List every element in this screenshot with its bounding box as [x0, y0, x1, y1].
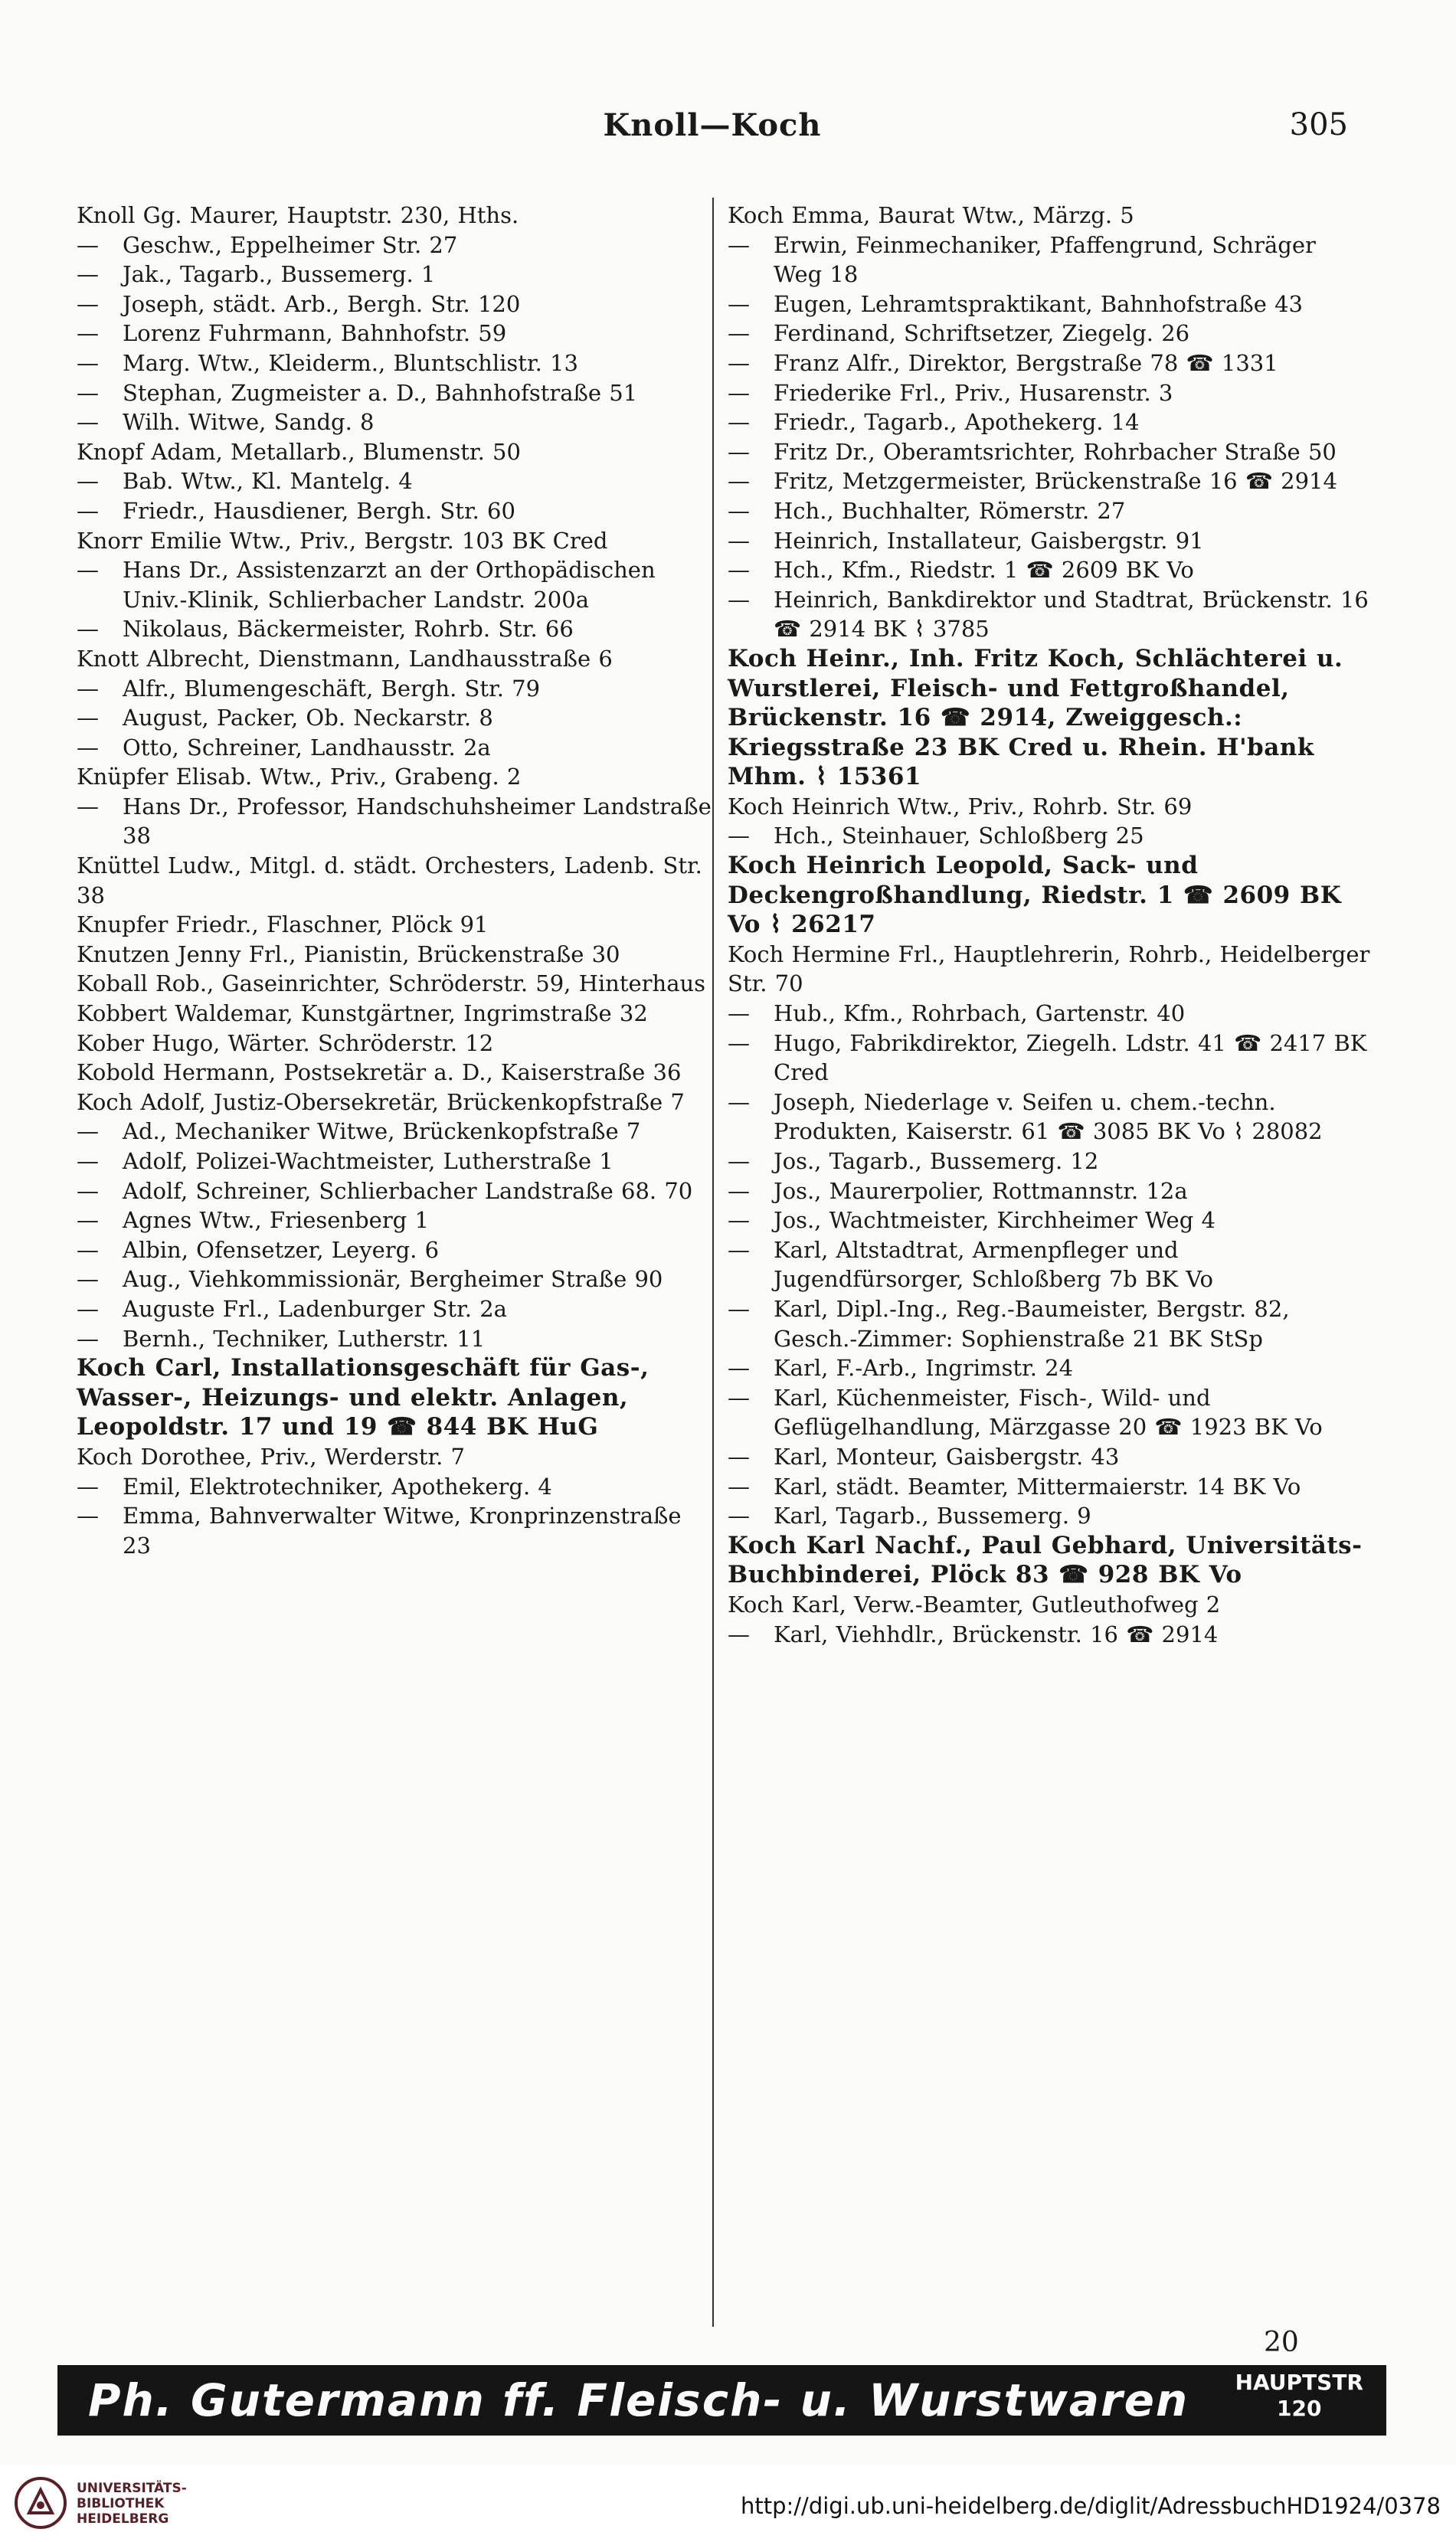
entry-surname: Knott [77, 645, 147, 672]
entry-surname: Koch [728, 644, 807, 672]
entry-surname: Koch [728, 1591, 792, 1618]
advertisement-address-number: 120 [1277, 2396, 1322, 2421]
entry-surname: — [77, 1118, 99, 1145]
directory-entry [77, 940, 712, 970]
entry-surname: — [728, 1384, 750, 1411]
library-logo-icon [14, 2476, 67, 2530]
directory-entry [728, 466, 1371, 496]
entry-details: Ferdinand, Schriftsetzer, Ziegelg. 26 [774, 320, 1190, 347]
entry-details: Heinr., Inh. Fritz Koch, Schlächterei u. Wurstlerei, Fleisch- und Fettgroßhandel, Brückenstr. 16 ☎ 2914, Zweiggesch.: Kriegsstraße 23 BK Cred u. Rhein. H'bank Mhm. ⌇ 15361 [728, 644, 1343, 791]
directory-entry [77, 260, 712, 290]
directory-entry [77, 999, 712, 1029]
entry-details: Hans Dr., Assistenzarzt an der Orthopädischen Univ.-Klinik, Schlierbacher Landstr. 200a [123, 557, 656, 613]
entry-surname: — [77, 497, 99, 524]
entry-details: Bab. Wtw., Kl. Mantelg. 4 [123, 468, 413, 495]
entry-details: Karl, Tagarb., Bussemerg. 9 [774, 1503, 1091, 1529]
entry-surname: — [728, 557, 750, 584]
directory-entry [77, 792, 712, 851]
directory-entry [728, 821, 1371, 851]
advertisement-address [1235, 2370, 1363, 2422]
directory-entry [77, 526, 712, 556]
directory-entry [728, 1235, 1371, 1294]
directory-entry [77, 644, 712, 674]
entry-surname: — [728, 1621, 750, 1647]
entry-surname: Koch [728, 202, 792, 228]
directory-entry [77, 437, 712, 467]
directory-entry [728, 290, 1371, 319]
entry-surname: — [728, 1503, 750, 1529]
entry-details: Albrecht, Dienstmann, Landhausstraße 6 [146, 645, 613, 672]
entry-surname: — [77, 468, 99, 495]
entry-details: Adolf, Polizei-Wachtmeister, Lutherstraße 1 [123, 1148, 613, 1174]
directory-entry [728, 1590, 1371, 1620]
running-head [77, 107, 1348, 153]
entry-details: Hch., Kfm., Riedstr. 1 ☎ 2609 BK Vo [774, 557, 1194, 584]
entry-details: Erwin, Feinmechaniker, Pfaffengrund, Schräger Weg 18 [774, 231, 1316, 288]
entry-surname: Koch [77, 1088, 141, 1115]
directory-entry [728, 201, 1371, 231]
directory-entry [77, 231, 712, 260]
entry-surname: Koch [77, 1443, 141, 1470]
directory-entry [77, 851, 712, 910]
entry-surname: — [728, 1236, 750, 1263]
directory-entry [77, 1029, 712, 1058]
entry-surname: — [77, 409, 99, 436]
entry-surname: Knorr [77, 527, 150, 554]
entry-details: Hermine Frl., Hauptlehrerin, Rohrb., Heidelberger Str. 70 [728, 941, 1370, 997]
advertisement-address-street: HAUPTSTR [1235, 2370, 1363, 2395]
entry-surname: Koch [728, 1531, 807, 1559]
entry-surname: — [77, 705, 99, 731]
sheet-number: 20 [1264, 2327, 1299, 2358]
entry-details: Adolf, Schreiner, Schlierbacher Landstraße 68. 70 [123, 1177, 693, 1204]
directory-entry [77, 1472, 712, 1502]
directory-entry [77, 201, 712, 231]
directory-entry [728, 1353, 1371, 1383]
entry-surname: — [728, 586, 750, 613]
entry-details: Heinrich, Bankdirektor und Stadtrat, Brückenstr. 16 ☎ 2914 BK ⌇ 3785 [774, 586, 1369, 643]
entry-surname: — [77, 261, 99, 288]
entry-details: Geschw., Eppelheimer Str. 27 [123, 231, 458, 258]
entry-surname: — [728, 349, 750, 376]
entry-details: Fritz, Metzgermeister, Brückenstraße 16 ☎ 2914 [774, 468, 1337, 495]
entry-details: Carl, Installationsgeschäft für Gas-, Wasser-, Heizungs- und elektr. Anlagen, Leopoldstr. 17 und 19 ☎ 844 BK HuG [77, 1354, 649, 1441]
directory-entry [728, 1442, 1371, 1472]
entry-details: Waldemar, Kunstgärtner, Ingrimstraße 32 [175, 1000, 648, 1027]
entry-details: Alfr., Blumengeschäft, Bergh. Str. 79 [123, 675, 541, 702]
entry-details: Aug., Viehkommissionär, Bergheimer Straße 90 [123, 1266, 663, 1293]
directory-entry [77, 555, 712, 614]
directory-entry [77, 1501, 712, 1560]
directory-entry [728, 407, 1371, 437]
entry-surname: — [728, 527, 750, 554]
entry-surname: Knupfer [77, 911, 176, 938]
directory-entry [728, 231, 1371, 290]
right-column [728, 201, 1371, 1649]
advertisement-text: Ph. Gutermann ff. Fleisch- u. Wurstwaren [88, 2374, 1189, 2426]
entry-details: Jenny Frl., Pianistin, Brückenstraße 30 [178, 941, 620, 967]
entry-details: Friedr., Hausdiener, Bergh. Str. 60 [123, 497, 515, 524]
left-column [77, 201, 712, 1560]
entry-details: Hugo, Fabrikdirektor, Ziegelh. Ldstr. 41 ☎ 2417 BK Cred [774, 1029, 1367, 1086]
directory-entry [728, 940, 1371, 999]
directory-entry [728, 792, 1371, 822]
entry-surname: — [728, 1295, 750, 1322]
entry-details: Adolf, Justiz-Obersekretär, Brückenkopfstraße 7 [140, 1088, 685, 1115]
entry-details: Nikolaus, Bäckermeister, Rohrb. Str. 66 [123, 616, 574, 643]
entry-details: Karl, Viehhdlr., Brückenstr. 16 ☎ 2914 [774, 1621, 1219, 1647]
entry-surname: — [728, 497, 750, 524]
entry-details: Emma, Bahnverwalter Witwe, Kronprinzenstraße 23 [123, 1503, 682, 1559]
entry-surname: Knutzen [77, 941, 178, 967]
entry-surname: — [77, 1177, 99, 1204]
entry-surname: Kobold [77, 1059, 163, 1086]
entry-details: Rob., Gaseinrichter, Schröderstr. 59, Hinterhaus [155, 970, 706, 997]
directory-entry [77, 1176, 712, 1206]
entry-surname: — [77, 231, 99, 258]
entry-details: Hub., Kfm., Rohrbach, Gartenstr. 40 [774, 1000, 1186, 1027]
permalink-url[interactable]: http://digi.ub.uni-heidelberg.de/diglit/AdressbuchHD1924/0378 [740, 2493, 1441, 2519]
entry-surname: — [728, 1177, 750, 1204]
entry-surname: — [77, 379, 99, 406]
directory-entry [77, 1264, 712, 1294]
entry-details: August, Packer, Ob. Neckarstr. 8 [123, 705, 493, 731]
directory-entry [728, 378, 1371, 408]
entry-details: Jos., Tagarb., Bussemerg. 12 [774, 1148, 1099, 1174]
entry-surname: — [728, 1148, 750, 1174]
page-number: 305 [1289, 107, 1348, 142]
entry-details: Karl, Altstadtrat, Armenpfleger und Jugendfürsorger, Schloßberg 7b BK Vo [774, 1236, 1214, 1293]
entry-details: Heinrich Leopold, Sack- und Deckengroßhandlung, Riedstr. 1 ☎ 2609 BK Vo ⌇ 26217 [728, 852, 1342, 939]
advertisement-banner [57, 2365, 1386, 2436]
entry-details: Karl, Küchenmeister, Fisch-, Wild- und Geflügelhandlung, Märzgasse 20 ☎ 1923 BK Vo [774, 1384, 1323, 1441]
library-name [77, 2481, 187, 2527]
entry-details: Dorothee, Priv., Werderstr. 7 [140, 1443, 466, 1470]
entry-surname: Knopf [77, 438, 152, 465]
digitization-footer [0, 2465, 1456, 2542]
entry-surname: — [728, 1029, 750, 1056]
entry-details: Emil, Elektrotechniker, Apothekerg. 4 [123, 1473, 552, 1500]
entry-surname: — [728, 1443, 750, 1470]
entry-surname: — [77, 675, 99, 702]
entry-surname: — [728, 823, 750, 849]
directory-entry [77, 1442, 712, 1472]
directory-entry [728, 348, 1371, 378]
directory-entry [728, 1206, 1371, 1235]
entry-surname: — [77, 1266, 99, 1293]
directory-entry [77, 1147, 712, 1176]
entry-surname: — [728, 438, 750, 465]
directory-entry [728, 999, 1371, 1029]
entry-surname: — [728, 468, 750, 495]
entry-surname: — [77, 1503, 99, 1529]
directory-entry [728, 1029, 1371, 1088]
directory-entry [728, 1088, 1371, 1147]
entry-details: Adam, Metallarb., Blumenstr. 50 [151, 438, 521, 465]
directory-entry [77, 1294, 712, 1324]
directory-entry [728, 1294, 1371, 1353]
entry-surname: — [77, 320, 99, 347]
directory-entry [728, 555, 1371, 585]
entry-details: Friederike Frl., Priv., Husarenstr. 3 [774, 379, 1173, 406]
entry-details: Jak., Tagarb., Bussemerg. 1 [123, 261, 436, 288]
entry-details: Agnes Wtw., Friesenberg 1 [123, 1207, 429, 1234]
entry-surname: Koch [728, 941, 792, 967]
entry-surname: Knüpfer [77, 764, 176, 790]
directory-entry [77, 496, 712, 526]
library-name-line2: BIBLIOTHEK [77, 2496, 165, 2511]
entry-surname: — [728, 1355, 750, 1382]
entry-details: Jos., Maurerpolier, Rottmannstr. 12a [774, 1177, 1188, 1204]
entry-surname: — [77, 1236, 99, 1263]
entry-details: Stephan, Zugmeister a. D., Bahnhofstraße 51 [123, 379, 638, 406]
directory-entry [728, 585, 1371, 644]
entry-surname: Koch [728, 852, 807, 880]
entry-details: Auguste Frl., Ladenburger Str. 2a [123, 1295, 507, 1322]
entry-surname: — [77, 1295, 99, 1322]
column-divider [712, 198, 714, 2327]
entry-details: Fritz Dr., Oberamtsrichter, Rohrbacher Straße 50 [774, 438, 1337, 465]
directory-entry [728, 1531, 1371, 1590]
entry-details: Lorenz Fuhrmann, Bahnhofstr. 59 [123, 320, 507, 347]
directory-entry [77, 969, 712, 999]
entry-details: Karl, Verw.-Beamter, Gutleuthofweg 2 [791, 1591, 1221, 1618]
entry-details: Emilie Wtw., Priv., Bergstr. 103 BK Cred [149, 527, 608, 554]
directory-entry [728, 526, 1371, 556]
directory-entry [77, 407, 712, 437]
entry-details: Albin, Ofensetzer, Leyerg. 6 [123, 1236, 440, 1263]
entry-details: Otto, Schreiner, Landhausstr. 2a [123, 734, 491, 761]
entry-surname: — [77, 557, 99, 584]
directory-entry [728, 496, 1371, 526]
entry-surname: — [728, 320, 750, 347]
directory-entry [728, 1620, 1371, 1650]
directory-entry [77, 762, 712, 792]
entry-details: Karl, Dipl.-Ing., Reg.-Baumeister, Bergstr. 82, Gesch.-Zimmer: Sophienstraße 21 BK StSp [774, 1295, 1290, 1352]
directory-entry [77, 674, 712, 704]
entry-details: Ad., Mechaniker Witwe, Brückenkopfstraße 7 [123, 1118, 641, 1145]
entry-surname: — [77, 616, 99, 643]
directory-entry [728, 1176, 1371, 1206]
entry-details: Ludw., Mitgl. d. städt. Orchesters, Ladenb. Str. 38 [77, 852, 702, 908]
directory-entry [77, 466, 712, 496]
entry-details: Hans Dr., Professor, Handschuhsheimer Landstraße 38 [123, 793, 712, 849]
directory-entry [77, 1235, 712, 1265]
directory-entry [77, 733, 712, 763]
entry-details: Eugen, Lehramtspraktikant, Bahnhofstraße 43 [774, 290, 1303, 317]
directory-entry [77, 1206, 712, 1235]
directory-entry [77, 1324, 712, 1354]
entry-surname: Koball [77, 970, 155, 997]
directory-entry [728, 319, 1371, 348]
entry-surname: — [77, 734, 99, 761]
entry-details: Wilh. Witwe, Sandg. 8 [123, 409, 375, 436]
directory-entry [77, 319, 712, 348]
library-name-line1: UNIVERSITÄTS- [77, 2481, 187, 2496]
entry-surname: — [728, 290, 750, 317]
entry-details: Hch., Buchhalter, Römerstr. 27 [774, 497, 1126, 524]
entry-surname: — [77, 1473, 99, 1500]
entry-details: Friedr., Tagarb., Apothekerg. 14 [774, 409, 1140, 436]
entry-details: Heinrich Wtw., Priv., Rohrb. Str. 69 [791, 793, 1193, 820]
directory-entry [728, 1147, 1371, 1176]
entry-surname: — [77, 1207, 99, 1234]
entry-surname: — [77, 793, 99, 820]
directory-entry [77, 1058, 712, 1088]
entry-surname: — [77, 1148, 99, 1174]
entry-details: Hugo, Wärter. Schröderstr. 12 [152, 1029, 494, 1056]
directory-entry [77, 1117, 712, 1147]
running-title: Knoll—Koch [603, 107, 822, 143]
entry-details: Bernh., Techniker, Lutherstr. 11 [123, 1325, 486, 1352]
entry-surname: — [728, 1088, 750, 1115]
entry-surname: Kober [77, 1029, 152, 1056]
directory-entry [728, 851, 1371, 940]
entry-surname: — [77, 349, 99, 376]
entry-details: Heinrich, Installateur, Gaisbergstr. 91 [774, 527, 1204, 554]
directory-entry [77, 290, 712, 319]
entry-details: Joseph, Niederlage v. Seifen u. chem.-techn. Produkten, Kaiserstr. 61 ☎ 3085 BK Vo ⌇ 28082 [774, 1088, 1323, 1145]
entry-details: Marg. Wtw., Kleiderm., Bluntschlistr. 13 [123, 349, 578, 376]
entry-surname: — [728, 1000, 750, 1027]
directory-entry [728, 1501, 1371, 1531]
directory-entry [77, 348, 712, 378]
entry-details: Emma, Baurat Wtw., Märzg. 5 [791, 202, 1134, 228]
entry-surname: — [728, 1207, 750, 1234]
entry-details: Hermann, Postsekretär a. D., Kaiserstraße 36 [162, 1059, 682, 1086]
entry-surname: — [77, 290, 99, 317]
entry-details: Karl Nachf., Paul Gebhard, Universitäts-Buchbinderei, Plöck 83 ☎ 928 BK Vo [728, 1531, 1363, 1589]
entry-surname: — [728, 409, 750, 436]
directory-entry [77, 703, 712, 733]
entry-details: Franz Alfr., Direktor, Bergstraße 78 ☎ 1331 [774, 349, 1278, 376]
entry-surname: Knüttel [77, 852, 168, 879]
directory-entry [77, 910, 712, 940]
entry-details: Karl, F.-Arb., Ingrimstr. 24 [774, 1355, 1074, 1382]
entry-surname: — [728, 231, 750, 258]
entry-details: Friedr., Flaschner, Plöck 91 [175, 911, 489, 938]
directory-entry [77, 378, 712, 408]
entry-surname: Knoll [77, 202, 143, 228]
directory-entry [77, 614, 712, 644]
directory-entry [728, 437, 1371, 467]
directory-entry [728, 1472, 1371, 1502]
entry-surname: — [728, 379, 750, 406]
directory-entry [728, 1383, 1371, 1442]
entry-details: Gg. Maurer, Hauptstr. 230, Hths. [142, 202, 519, 228]
entry-surname: — [728, 1473, 750, 1500]
directory-entry [77, 1353, 712, 1442]
entry-surname: Kobbert [77, 1000, 175, 1027]
entry-details: Karl, städt. Beamter, Mittermaierstr. 14 BK Vo [774, 1473, 1301, 1500]
directory-entry [77, 1088, 712, 1117]
entry-surname: — [77, 1325, 99, 1352]
entry-surname: Koch [77, 1354, 155, 1382]
directory-entry [728, 644, 1371, 792]
entry-details: Joseph, städt. Arb., Bergh. Str. 120 [123, 290, 521, 317]
library-name-line3: HEIDELBERG [77, 2511, 169, 2527]
entry-details: Jos., Wachtmeister, Kirchheimer Weg 4 [774, 1207, 1216, 1234]
entry-details: Elisab. Wtw., Priv., Grabeng. 2 [175, 764, 522, 790]
entry-surname: Koch [728, 793, 792, 820]
entry-details: Karl, Monteur, Gaisbergstr. 43 [774, 1443, 1120, 1470]
entry-details: Hch., Steinhauer, Schloßberg 25 [774, 823, 1144, 849]
